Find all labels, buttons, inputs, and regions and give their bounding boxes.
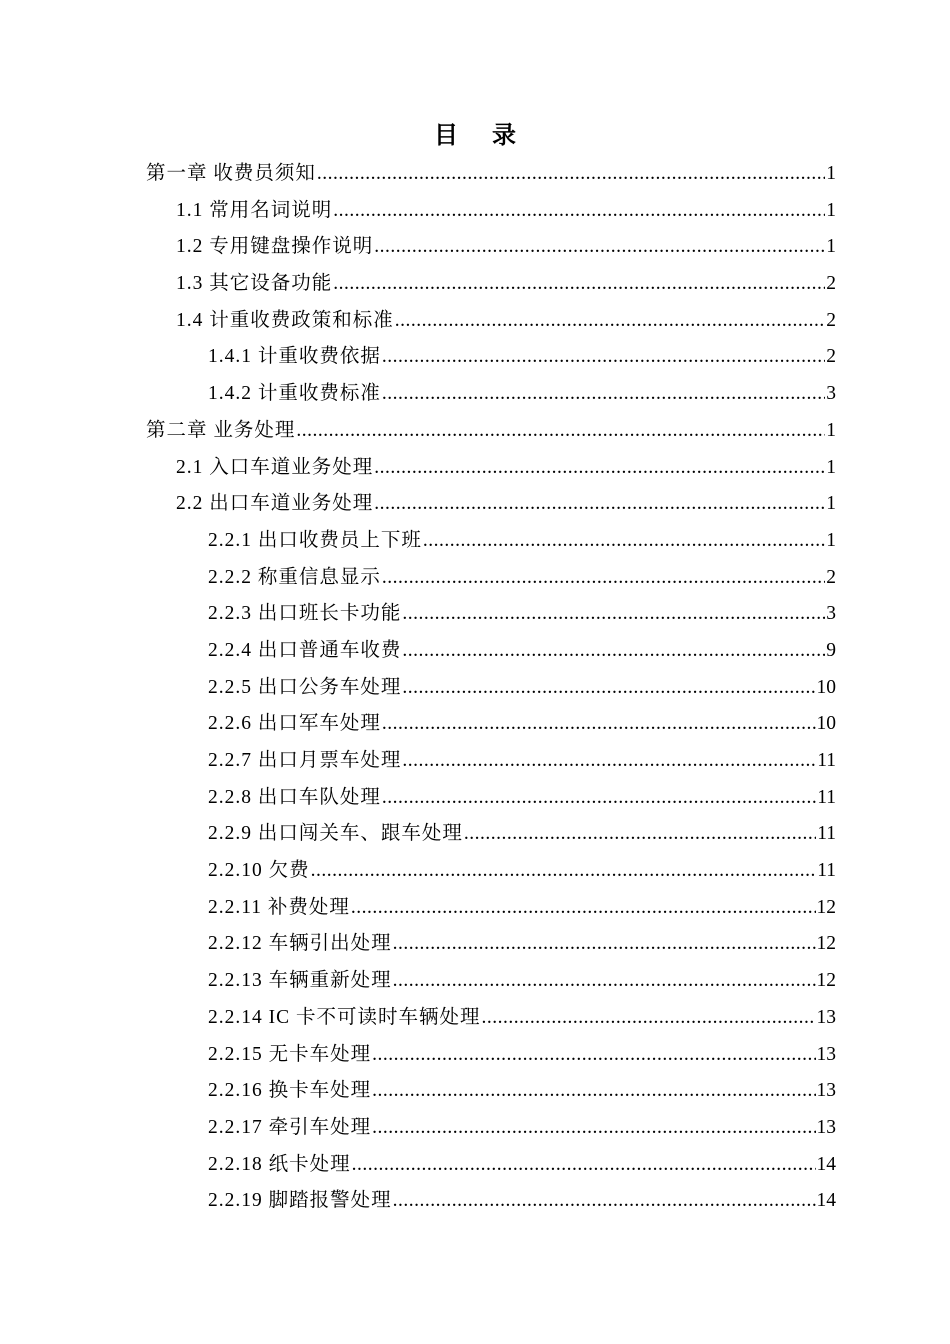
- toc-entry[interactable]: [146, 926, 836, 963]
- toc-entry-page-number: 1: [826, 419, 836, 441]
- toc-dot-leader: [372, 1110, 815, 1147]
- toc-dot-leader: [296, 413, 825, 450]
- toc-entry[interactable]: [146, 1037, 836, 1074]
- toc-dot-leader: [372, 1037, 815, 1074]
- toc-entry[interactable]: [146, 303, 836, 340]
- toc-entry-title: 2.2 出口车道业务处理: [176, 493, 374, 515]
- toc-entry-page-number: 13: [816, 1080, 836, 1102]
- toc-entry[interactable]: [146, 156, 836, 193]
- toc-entry[interactable]: [146, 780, 836, 817]
- toc-dot-leader: [382, 560, 825, 597]
- toc-entry[interactable]: [146, 1183, 836, 1220]
- toc-entry-page-number: 1: [826, 529, 836, 551]
- toc-entry-title: 2.2.16 换卡车处理: [208, 1080, 372, 1102]
- toc-entry[interactable]: [146, 853, 836, 890]
- toc-dot-leader: [402, 633, 825, 670]
- toc-entry-page-number: 11: [817, 786, 836, 808]
- toc-entry-title: 2.2.10 欠费: [208, 860, 310, 882]
- toc-dot-leader: [402, 670, 815, 707]
- toc-entry[interactable]: [146, 1110, 836, 1147]
- toc-entry-page-number: 2: [826, 346, 836, 368]
- toc-dot-leader: [333, 193, 825, 230]
- toc-entry-page-number: 3: [826, 383, 836, 405]
- toc-entry-title: 1.3 其它设备功能: [176, 273, 333, 295]
- toc-entry-title: 2.2.11 补费处理: [208, 896, 350, 918]
- toc-entry-page-number: 2: [826, 566, 836, 588]
- toc-entry[interactable]: [146, 229, 836, 266]
- toc-dot-leader: [482, 1000, 816, 1037]
- toc-entry-title: 2.2.17 牵引车处理: [208, 1116, 372, 1138]
- toc-dot-leader: [402, 743, 816, 780]
- toc-entry[interactable]: [146, 890, 836, 927]
- toc-entry-title: 2.2.18 纸卡处理: [208, 1153, 351, 1175]
- toc-entry-page-number: 13: [816, 1043, 836, 1065]
- toc-entry[interactable]: [146, 743, 836, 780]
- toc-entry-page-number: 10: [816, 676, 836, 698]
- toc-entry-title: 2.2.12 车辆引出处理: [208, 933, 392, 955]
- toc-entry[interactable]: [146, 1073, 836, 1110]
- toc-entry-page-number: 10: [816, 713, 836, 735]
- toc-entry-page-number: 12: [816, 970, 836, 992]
- toc-entry[interactable]: [146, 339, 836, 376]
- toc-entry-title: 第二章 业务处理: [146, 419, 296, 441]
- toc-dot-leader: [333, 266, 825, 303]
- toc-entry-title: 1.4.1 计重收费依据: [208, 346, 381, 368]
- toc-dot-leader: [382, 376, 825, 413]
- toc-entry-title: 2.2.1 出口收费员上下班: [208, 529, 422, 551]
- toc-dot-leader: [311, 853, 817, 890]
- toc-entry[interactable]: [146, 413, 836, 450]
- toc-entry-title: 2.2.13 车辆重新处理: [208, 970, 392, 992]
- toc-entry-title: 2.1 入口车道业务处理: [176, 456, 374, 478]
- toc-entry-page-number: 1: [826, 493, 836, 515]
- toc-entry-page-number: 2: [826, 309, 836, 331]
- toc-entry-title: 1.1 常用名词说明: [176, 199, 333, 221]
- toc-entry-page-number: 2: [826, 273, 836, 295]
- table-of-contents: [146, 156, 836, 1220]
- toc-entry[interactable]: [146, 376, 836, 413]
- toc-entry-page-number: 12: [816, 896, 836, 918]
- toc-entry-page-number: 11: [817, 860, 836, 882]
- toc-dot-leader: [393, 926, 816, 963]
- toc-entry[interactable]: [146, 596, 836, 633]
- toc-entry-page-number: 13: [816, 1116, 836, 1138]
- toc-entry[interactable]: [146, 963, 836, 1000]
- page-title: 目 录: [434, 123, 530, 149]
- toc-dot-leader: [374, 486, 825, 523]
- toc-entry-title: 1.2 专用键盘操作说明: [176, 236, 374, 258]
- toc-entry-page-number: 1: [826, 199, 836, 221]
- toc-entry[interactable]: [146, 486, 836, 523]
- toc-entry-page-number: 9: [826, 639, 836, 661]
- toc-dot-leader: [395, 303, 825, 340]
- toc-dot-leader: [382, 780, 816, 817]
- toc-entry-page-number: 14: [816, 1153, 836, 1175]
- toc-entry[interactable]: [146, 670, 836, 707]
- toc-dot-leader: [372, 1073, 815, 1110]
- toc-dot-leader: [374, 450, 825, 487]
- toc-entry-page-number: 11: [817, 750, 836, 771]
- toc-entry[interactable]: [146, 193, 836, 230]
- toc-entry-title: 第一章 收费员须知: [146, 163, 316, 184]
- toc-entry-page-number: 3: [826, 603, 836, 625]
- toc-dot-leader: [423, 523, 825, 560]
- toc-entry[interactable]: [146, 523, 836, 560]
- toc-dot-leader: [382, 339, 825, 376]
- toc-entry-title: 2.2.14 IC 卡不可读时车辆处理: [208, 1006, 481, 1028]
- toc-entry-page-number: 11: [817, 823, 836, 845]
- toc-entry[interactable]: [146, 266, 836, 303]
- toc-dot-leader: [464, 816, 816, 853]
- toc-entry-title: 2.2.8 出口车队处理: [208, 786, 381, 808]
- toc-dot-leader: [393, 1183, 816, 1220]
- toc-entry[interactable]: [146, 1147, 836, 1184]
- toc-entry-title: 2.2.2 称重信息显示: [208, 566, 381, 588]
- toc-entry-page-number: 12: [816, 933, 836, 955]
- toc-entry-title: 2.2.19 脚踏报警处理: [208, 1190, 392, 1212]
- toc-entry-title: 2.2.7 出口月票车处理: [208, 750, 402, 771]
- toc-entry-title: 1.4.2 计重收费标准: [208, 383, 381, 405]
- toc-entry-page-number: 1: [826, 163, 836, 184]
- toc-entry[interactable]: [146, 706, 836, 743]
- toc-entry-title: 2.2.4 出口普通车收费: [208, 639, 402, 661]
- toc-entry[interactable]: [146, 816, 836, 853]
- toc-dot-leader: [374, 229, 825, 266]
- toc-entry-title: 2.2.3 出口班长卡功能: [208, 603, 402, 625]
- toc-dot-leader: [351, 890, 816, 927]
- toc-entry[interactable]: [146, 1000, 836, 1037]
- toc-entry[interactable]: [146, 560, 836, 597]
- toc-entry-title: 1.4 计重收费政策和标准: [176, 309, 394, 331]
- toc-entry-page-number: 14: [816, 1190, 836, 1212]
- toc-entry-title: 2.2.9 出口闯关车、跟车处理: [208, 823, 463, 845]
- toc-entry-page-number: 1: [826, 456, 836, 478]
- toc-dot-leader: [382, 706, 816, 743]
- toc-dot-leader: [352, 1147, 816, 1184]
- toc-entry-title: 2.2.5 出口公务车处理: [208, 676, 402, 698]
- toc-entry-title: 2.2.15 无卡车处理: [208, 1043, 372, 1065]
- toc-entry-title: 2.2.6 出口军车处理: [208, 713, 381, 735]
- toc-dot-leader: [317, 156, 825, 193]
- toc-entry[interactable]: [146, 633, 836, 670]
- toc-entry-page-number: 1: [826, 236, 836, 258]
- toc-entry-page-number: 13: [816, 1006, 836, 1028]
- toc-dot-leader: [402, 596, 825, 633]
- toc-dot-leader: [393, 963, 816, 1000]
- toc-entry[interactable]: [146, 450, 836, 487]
